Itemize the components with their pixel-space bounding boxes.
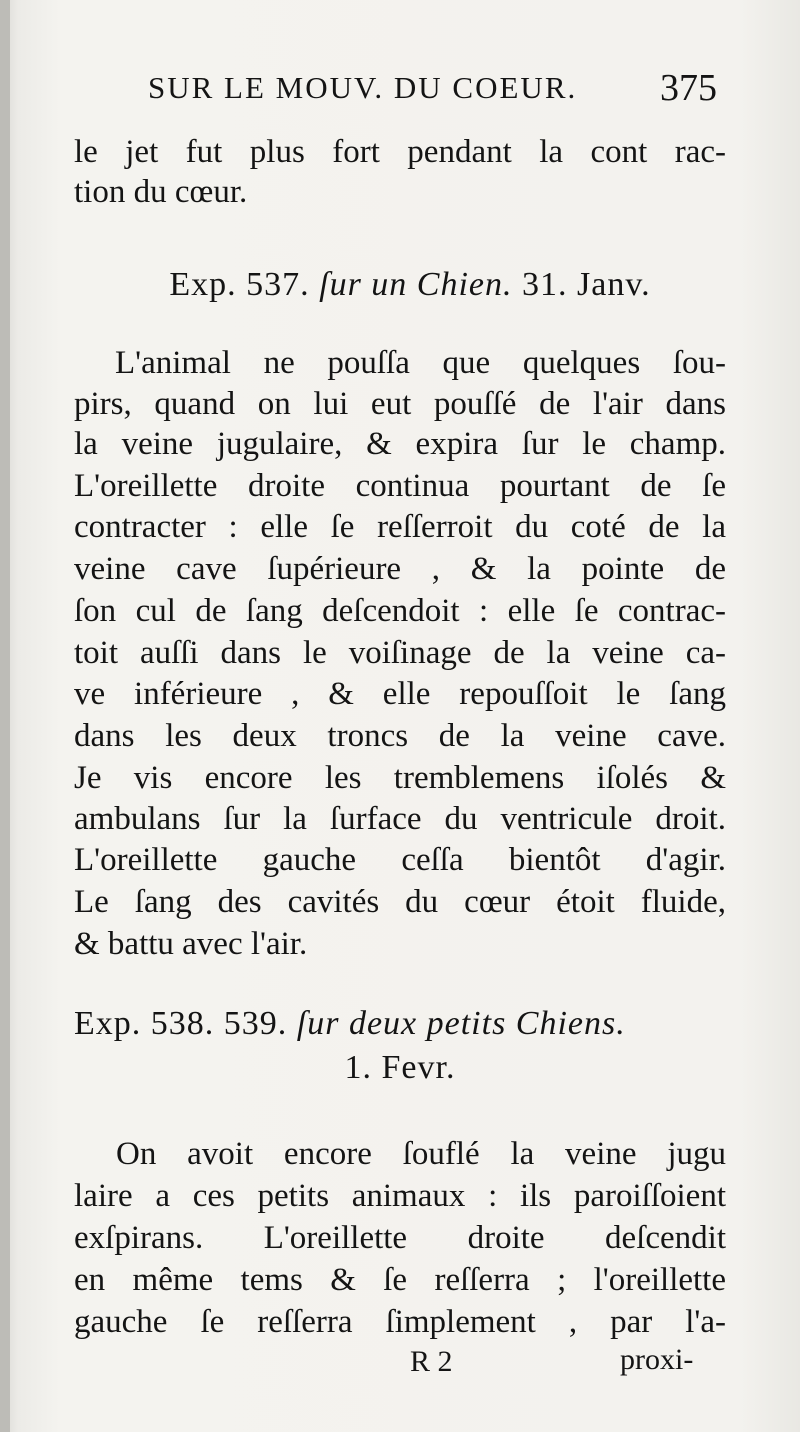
text-line: & battu avec l'air.: [74, 926, 308, 962]
experiment-538-number: Exp. 538. 539.: [74, 1005, 288, 1042]
text-line: ve inférieure , & elle repouſſoit le ſang: [74, 676, 726, 712]
text-line: gauche ſe reſſerra ſimplement , par l'a-: [74, 1304, 726, 1340]
text-line: Le ſang des cavités du cœur étoit fluide,: [74, 884, 726, 920]
page-gutter-shadow: [0, 0, 10, 1432]
text-line: L'oreillette gauche ceſſa bientôt d'agir.: [74, 842, 726, 878]
experiment-537-heading: [110, 265, 710, 305]
text-line: contracter : elle ſe reſſerroit du coté de la: [74, 509, 726, 545]
text-line: laire a ces petits animaux : ils paroiſſoient: [74, 1178, 726, 1214]
text-line: On avoit encore ſouflé la veine jugu: [116, 1136, 726, 1172]
text-line: toit auſſi dans le voiſinage de la veine ca-: [74, 635, 726, 671]
page-number: 375: [660, 67, 717, 109]
running-head: SUR LE MOUV. DU COEUR.: [148, 70, 578, 105]
text-line: ſon cul de ſang deſcendoit : elle ſe contrac-: [74, 593, 726, 629]
experiment-537-number: Exp. 537.: [169, 266, 310, 303]
experiment-538-date: 1. Fevr.: [344, 1049, 456, 1086]
text-line: veine cave ſupérieure , & la pointe de: [74, 551, 726, 587]
experiment-537-date: 31. Janv.: [522, 266, 651, 303]
text-line: ambulans ſur la ſurface du ventricule droit.: [74, 801, 726, 837]
signature-mark: R 2: [410, 1345, 453, 1378]
text-line: L'oreillette droite continua pourtant de ſe: [74, 468, 726, 504]
text-line: la veine jugulaire, & expira ſur le champ.: [74, 426, 726, 462]
experiment-538-subject: ſur deux petits Chiens.: [296, 1005, 626, 1042]
experiment-537-subject: ſur un Chien.: [319, 266, 513, 303]
text-line: le jet fut plus fort pendant la cont rac-: [74, 134, 726, 170]
text-line: dans les deux troncs de la veine cave.: [74, 718, 726, 754]
text-line: L'animal ne pouſſa que quelques ſou-: [115, 345, 726, 381]
text-line: tion du cœur.: [74, 174, 248, 210]
text-line: pirs, quand on lui eut pouſſé de l'air dans: [74, 386, 726, 422]
text-line: Je vis encore les tremblemens iſolés &: [74, 760, 726, 796]
experiment-538-heading: [74, 1004, 726, 1044]
text-line: en même tems & ſe reſſerra ; l'oreillette: [74, 1262, 726, 1298]
text-line: exſpirans. L'oreillette droite deſcendit: [74, 1220, 726, 1256]
catchword: proxi-: [620, 1343, 694, 1376]
